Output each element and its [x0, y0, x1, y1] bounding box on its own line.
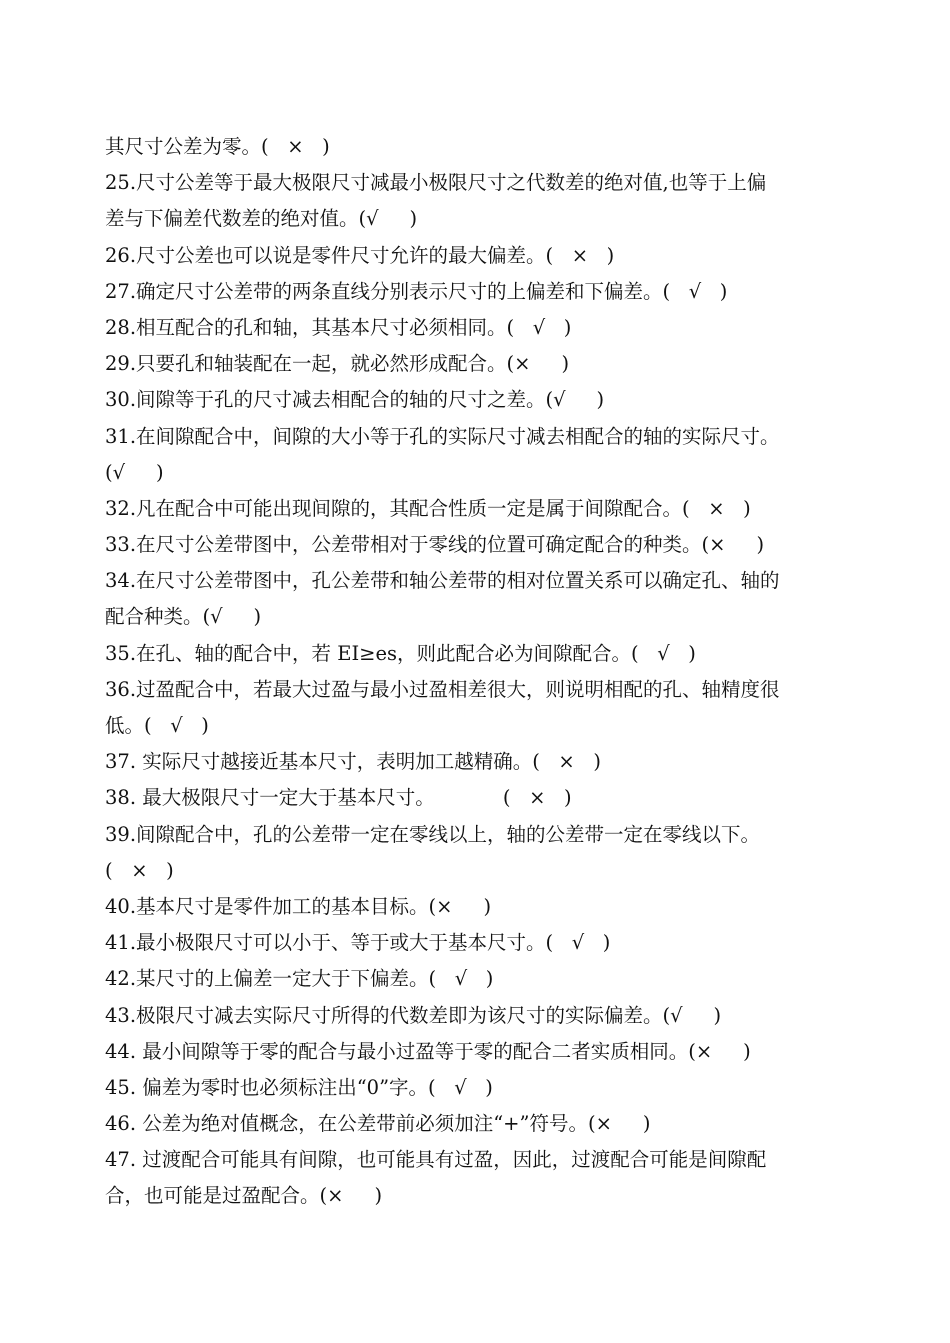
text-line-2: 差与下偏差代数差的绝对值。(√ ) — [105, 207, 418, 231]
text-line-20: ( × ) — [105, 858, 174, 882]
text-line-27: 46. 公差为绝对值概念，在公差带前必须加注“+”符号。(× ) — [105, 1112, 651, 1136]
text-line-0: 其尺寸公差为零。( × ) — [105, 135, 330, 158]
text-line-4: 27.确定尺寸公差带的两条直线分别表示尺寸的上偏差和下偏差。( √ ) — [105, 279, 728, 303]
text-line-9: (√ ) — [105, 460, 164, 484]
text-line-3: 26.尺寸公差也可以说是零件尺寸允许的最大偏差。( × ) — [105, 243, 615, 267]
text-line-8: 31.在间隙配合中，间隙的大小等于孔的实际尺寸减去相配合的轴的实际尺寸。 — [105, 424, 780, 448]
text-line-28: 47. 过渡配合可能具有间隙，也可能具有过盈，因此，过渡配合可能是间隙配 — [105, 1148, 767, 1172]
text-line-29: 合，也可能是过盈配合。(× ) — [105, 1184, 383, 1208]
text-line-18: 38. 最大极限尺寸一定大于基本尺寸。 ( × ) — [105, 786, 572, 810]
text-line-13: 配合种类。(√ ) — [105, 605, 262, 629]
text-line-16: 低。( √ ) — [105, 714, 209, 737]
text-line-14: 35.在孔、轴的配合中，若 EI≥es，则此配合必为间隙配合。( √ ) — [105, 641, 696, 665]
text-line-11: 33.在尺寸公差带图中，公差带相对于零线的位置可确定配合的种类。(× ) — [105, 533, 765, 557]
text-line-12: 34.在尺寸公差带图中，孔公差带和轴公差带的相对位置关系可以确定孔、轴的 — [105, 569, 780, 593]
text-line-5: 28.相互配合的孔和轴，其基本尺寸必须相同。( √ ) — [105, 315, 572, 339]
text-line-7: 30.间隙等于孔的尺寸减去相配合的轴的尺寸之差。(√ ) — [105, 388, 605, 412]
document-body — [105, 129, 855, 1215]
text-line-21: 40.基本尺寸是零件加工的基本目标。(× ) — [105, 894, 492, 918]
text-line-1: 25.尺寸公差等于最大极限尺寸减最小极限尺寸之代数差的绝对值,也等于上偏 — [105, 171, 767, 195]
text-line-24: 43.极限尺寸减去实际尺寸所得的代数差即为该尺寸的实际偏差。(√ ) — [105, 1003, 722, 1027]
text-line-15: 36.过盈配合中，若最大过盈与最小过盈相差很大，则说明相配的孔、轴精度很 — [105, 677, 780, 701]
text-line-22: 41.最小极限尺寸可以小于、等于或大于基本尺寸。( √ ) — [105, 931, 611, 955]
text-line-10: 32.凡在配合中可能出现间隙的，其配合性质一定是属于间隙配合。( × ) — [105, 496, 751, 520]
text-line-19: 39.间隙配合中，孔的公差带一定在零线以上，轴的公差带一定在零线以下。 — [105, 822, 761, 846]
text-line-6: 29.只要孔和轴装配在一起，就必然形成配合。(× ) — [105, 352, 570, 376]
text-line-26: 45. 偏差为零时也必须标注出“0”字。( √ ) — [105, 1075, 493, 1099]
text-line-23: 42.某尺寸的上偏差一定大于下偏差。( √ ) — [105, 967, 494, 991]
text-line-17: 37. 实际尺寸越接近基本尺寸，表明加工越精确。( × ) — [105, 750, 601, 774]
text-line-25: 44. 最小间隙等于零的配合与最小过盈等于零的配合二者实质相同。(× ) — [105, 1039, 751, 1063]
